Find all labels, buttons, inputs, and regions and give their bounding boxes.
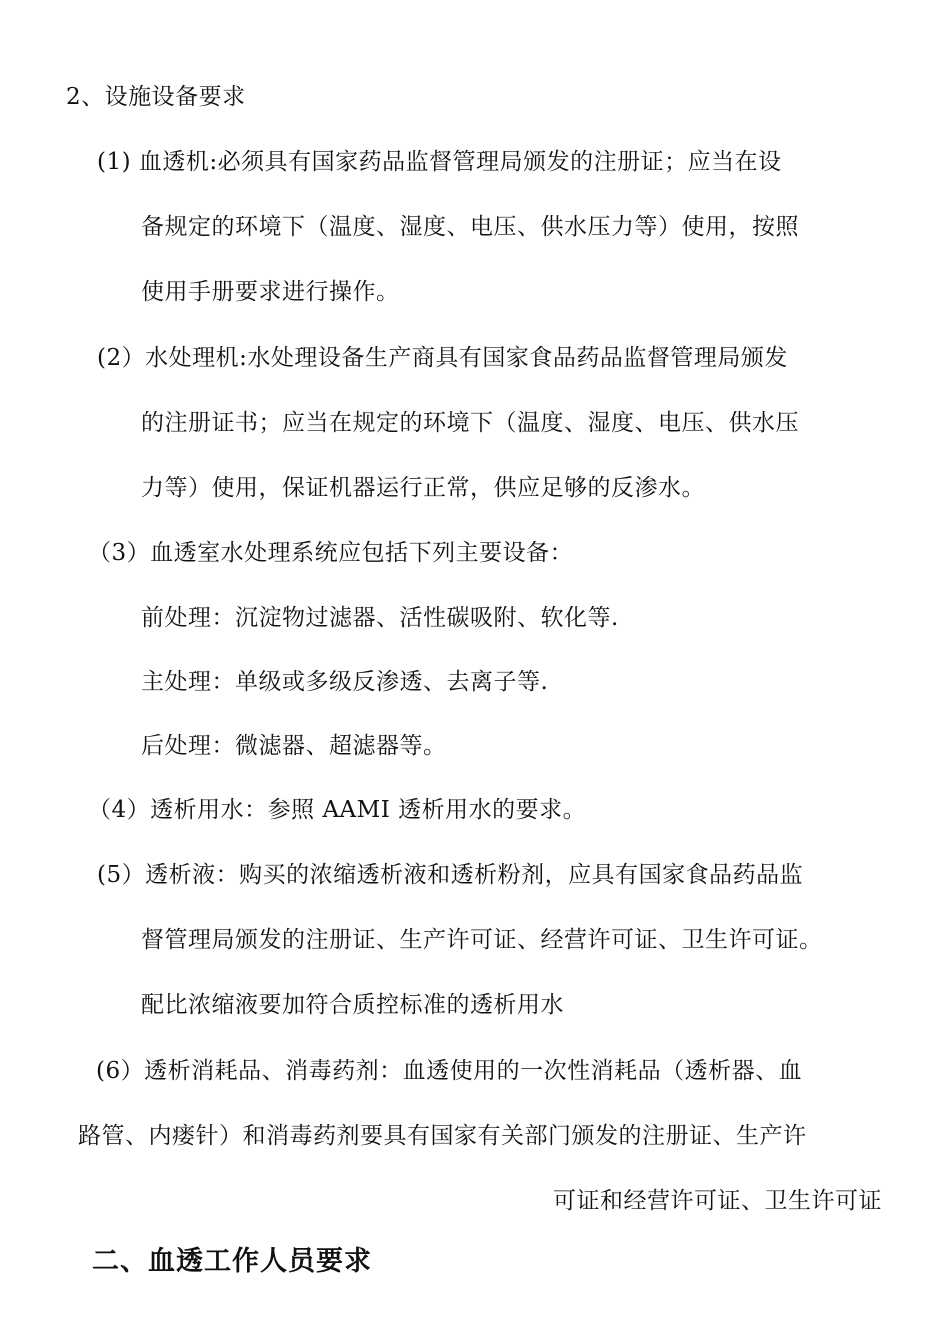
item-2-line-3: 力等）使用，保证机器运行正常，供应足够的反渗水。 — [141, 475, 705, 501]
item-6-line-3: 可证和经营许可证、卫生许可证 — [553, 1188, 882, 1214]
chapter-heading: 二、血透工作人员要求 — [92, 1246, 372, 1277]
item-1-line-3: 使用手册要求进行操作。 — [141, 279, 400, 305]
item-6-line-2: 路管、内瘘针）和消毒药剂要具有国家有关部门颁发的注册证、生产许 — [78, 1123, 807, 1149]
item-2-line-1: (2）水处理机:水处理设备生产商具有国家食品药品监督管理局颁发 — [97, 345, 788, 371]
item-1-line-2: 备规定的环境下（温度、湿度、电压、供水压力等）使用，按照 — [141, 214, 799, 240]
item-3-main-treatment: 主处理：单级或多级反渗透、去离子等. — [141, 669, 549, 695]
item-6-line-1: (6）透析消耗品、消毒药剂：血透使用的一次性消耗品（透析器、血 — [96, 1058, 803, 1084]
item-4-line-1: （4）透析用水：参照 AAMI 透析用水的要求。 — [88, 797, 587, 823]
item-1-line-1: (1) 血透机:必须具有国家药品监督管理局颁发的注册证；应当在设 — [97, 149, 782, 175]
item-5-line-2: 督管理局颁发的注册证、生产许可证、经营许可证、卫生许可证。 — [141, 927, 823, 953]
item-3-pretreatment: 前处理：沉淀物过滤器、活性碳吸附、软化等. — [141, 605, 619, 631]
item-5-line-3: 配比浓缩液要加符合质控标准的透析用水 — [141, 992, 564, 1018]
item-2-line-2: 的注册证书；应当在规定的环境下（温度、湿度、电压、供水压 — [141, 410, 799, 436]
item-5-line-1: (5）透析液：购买的浓缩透析液和透析粉剂，应具有国家食品药品监 — [97, 862, 804, 888]
item-3-line-1: （3）血透室水处理系统应包括下列主要设备： — [88, 540, 574, 566]
item-3-post-treatment: 后处理：微滤器、超滤器等。 — [141, 733, 447, 759]
section-heading: 2、设施设备要求 — [66, 84, 246, 110]
